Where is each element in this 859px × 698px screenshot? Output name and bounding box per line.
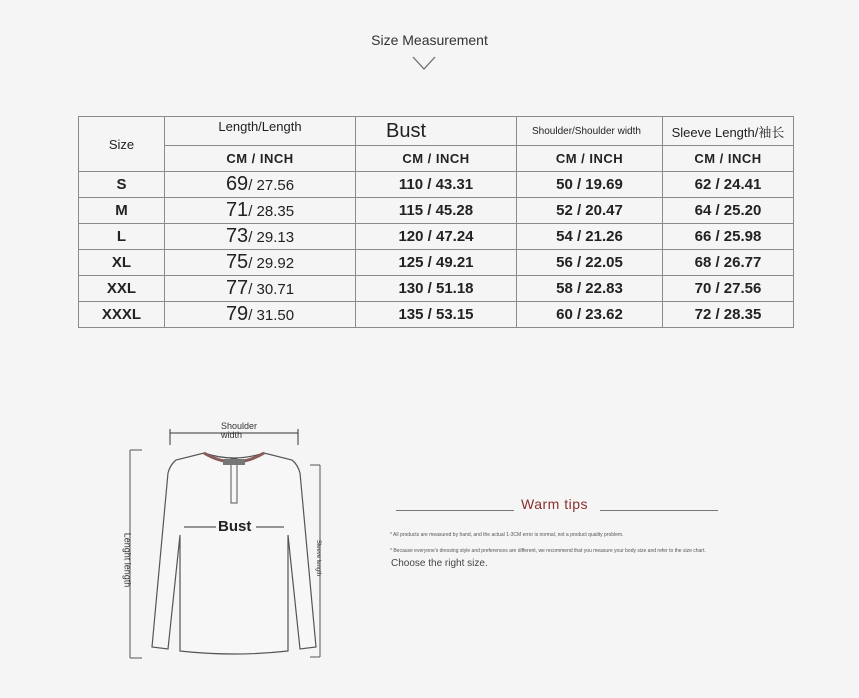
sleeve-cell: 72 / 28.35: [663, 302, 794, 328]
sleeve-cell: 66 / 25.98: [663, 224, 794, 250]
divider: [396, 510, 514, 511]
shoulder-cell: 56 / 22.05: [517, 250, 663, 276]
length-cm: 75: [225, 251, 249, 273]
bust-label: Bust: [218, 518, 252, 535]
length-cm: 73: [225, 225, 249, 247]
table-header-row: [79, 117, 794, 146]
length-inch: / 30.71: [248, 281, 295, 298]
table-row: [79, 172, 794, 198]
shoulder-label-2: width: [221, 430, 243, 440]
size-header: Size: [79, 117, 165, 172]
shoulder-label-1: Shoulder: [221, 421, 258, 431]
bust-cell: 120 / 47.24: [356, 224, 517, 250]
length-inch: / 29.92: [248, 255, 295, 272]
page-title: Size Measurement: [371, 32, 488, 48]
length-cell: [165, 172, 356, 198]
bust-cell: 125 / 49.21: [356, 250, 517, 276]
sleeve-label: Sleeve length: [315, 539, 322, 577]
length-cm: 77: [225, 277, 249, 299]
size-table: [78, 116, 794, 328]
length-inch: / 31.50: [248, 307, 295, 324]
tip-note: Choose the right size.: [391, 558, 488, 569]
size-cell: M: [79, 198, 165, 224]
length-cell: [165, 224, 356, 250]
size-cell: XL: [79, 250, 165, 276]
shoulder-cell: 60 / 23.62: [517, 302, 663, 328]
bust-cell: 115 / 45.28: [356, 198, 517, 224]
length-cell: [165, 198, 356, 224]
divider: [600, 510, 718, 511]
unit-cell: CM / INCH: [517, 146, 663, 172]
bust-cell: 130 / 51.18: [356, 276, 517, 302]
bust-header: Bust: [356, 117, 517, 146]
sleeve-cell: 70 / 27.56: [663, 276, 794, 302]
length-header: Length/Length: [165, 117, 356, 146]
table-row: [79, 250, 794, 276]
length-cm: 79: [225, 303, 249, 325]
shoulder-cell: 52 / 20.47: [517, 198, 663, 224]
length-inch: / 29.13: [248, 229, 295, 246]
warm-tips-title: Warm tips: [521, 496, 588, 512]
unit-cell: CM / INCH: [356, 146, 517, 172]
chevron-down-icon: [411, 54, 437, 72]
shoulder-cell: 50 / 19.69: [517, 172, 663, 198]
shoulder-cell: 58 / 22.83: [517, 276, 663, 302]
length-cell: [165, 276, 356, 302]
units-row: [79, 146, 794, 172]
length-inch: / 28.35: [248, 203, 295, 220]
length-cell: [165, 302, 356, 328]
tip-note: * All products are measured by hand, and the actual 1-3CM error is normal, not a product quality problem.: [390, 532, 624, 538]
sleeve-cell: 64 / 25.20: [663, 198, 794, 224]
length-cm: 69: [225, 173, 249, 195]
tip-note: * Because everyone's dressing style and preferences are different, we recommend that you measure your body size and refer to the size chart.: [390, 548, 706, 554]
shoulder-cell: 54 / 21.26: [517, 224, 663, 250]
sleeve-cell: 68 / 26.77: [663, 250, 794, 276]
size-cell: XXXL: [79, 302, 165, 328]
sleeve-cell: 62 / 24.41: [663, 172, 794, 198]
length-cm: 71: [225, 199, 249, 221]
table-row: [79, 224, 794, 250]
shoulder-header: Shoulder/Shoulder width: [517, 117, 663, 146]
length-inch: / 27.56: [248, 177, 295, 194]
table-row: [79, 198, 794, 224]
unit-cell: CM / INCH: [165, 146, 356, 172]
length-cell: [165, 250, 356, 276]
size-cell: XXL: [79, 276, 165, 302]
table-row: [79, 302, 794, 328]
table-row: [79, 276, 794, 302]
size-cell: L: [79, 224, 165, 250]
sleeve-header: Sleeve Length/袖长: [663, 117, 794, 146]
bust-cell: 135 / 53.15: [356, 302, 517, 328]
bust-cell: 110 / 43.31: [356, 172, 517, 198]
size-cell: S: [79, 172, 165, 198]
length-label: Lenght length: [122, 532, 133, 588]
unit-cell: CM / INCH: [663, 146, 794, 172]
garment-diagram: [120, 415, 350, 675]
